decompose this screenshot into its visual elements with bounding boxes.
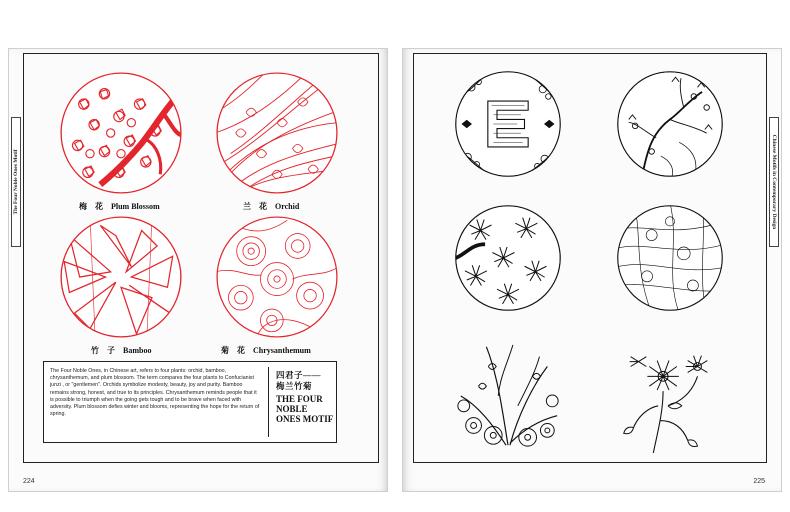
plum-blossom-en-label: Plum Blossom [111,202,160,211]
info-box-heading-cn-2: 梅兰竹菊 [276,381,313,391]
four-noble-ones-info-box [43,361,337,443]
bamboo-cn-label: 竹 子 [91,346,115,355]
black-medallion-pine-needles [453,203,563,313]
plum-blossom-cn-label: 梅 花 [79,202,103,211]
info-box-body: The Four Noble Ones, in Chinese art, refers to four plants: orchid, bamboo, chrysanthemum, and plum blossom. The term compares the four plants to Confucianist junzi , or "gentlemen". Orchids symbolize modesty, beauty, joy and purity. Bamboo remains strong, honest, and true to its principles. Chrysanthemum reminds people that it is possible to triumph when the going gets tough and to be brave when faced with adversity. Plum blossom defies winter and blooms, representing the hope for the return of spring. [50,368,260,418]
info-box-heading [276,370,334,424]
page-number-left: 224 [23,478,35,485]
black-orchid-flower-drawing [449,337,567,455]
info-box-heading-cn-1: 四君子—— [276,370,322,380]
chrysanthemum-motif [215,215,339,339]
left-page [8,48,388,492]
bamboo-motif [59,215,183,339]
info-box-heading-en: THE FOUR NOBLE ONES MOTIF [276,394,334,424]
bamboo-en-label: Bamboo [123,346,152,355]
black-medallion-pine-plum [615,69,725,179]
page-number-right: 225 [753,478,765,485]
black-chrysanthemum-drawing [609,337,727,455]
plum-blossom-caption [79,201,160,212]
bamboo-caption [91,345,151,356]
side-tab-left [11,117,21,247]
orchid-cn-label: 兰 花 [243,202,267,211]
black-medallion-dragon-plum [453,69,563,179]
orchid-caption [243,201,299,212]
orchid-en-label: Orchid [275,202,300,211]
chrysanthemum-en-label: Chrysanthemum [253,346,311,355]
side-tab-left-label: The Four Noble Ones Motif [13,149,19,215]
orchid-motif [215,71,339,195]
chrysanthemum-cn-label: 菊 花 [221,346,245,355]
info-box-divider [268,367,269,437]
right-page [402,48,782,492]
side-tab-right-label: Chinese Motifs in Contemporary Design [771,134,777,230]
black-medallion-floral-pattern [615,203,725,313]
chrysanthemum-caption [221,345,311,356]
side-tab-right [769,117,779,247]
plum-blossom-motif [59,71,183,195]
